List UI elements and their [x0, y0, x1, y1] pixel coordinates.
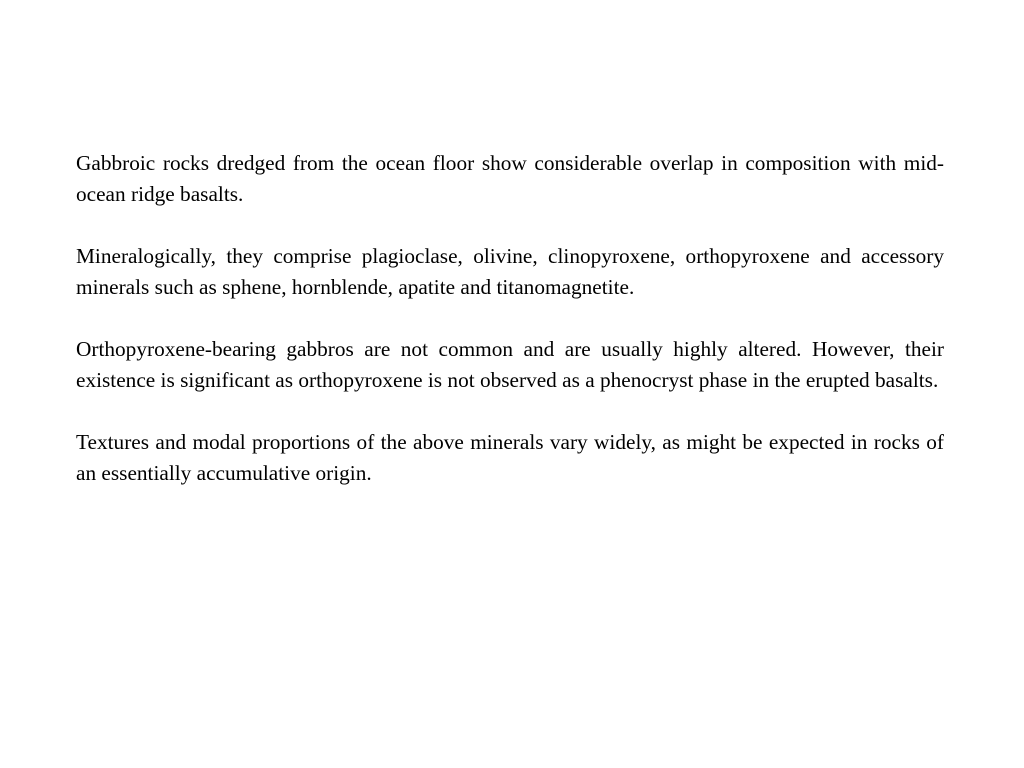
paragraph-orthopyroxene: Orthopyroxene-bearing gabbros are not common and are usually highly altered. However, their existence is significant as orthopyroxene is not observed as a phenocryst phase in the erupted basalts. — [76, 337, 944, 392]
paragraph-mineralogy: Mineralogically, they comprise plagioclase, olivine, clinopyroxene, orthopyroxene and accessory minerals such as sphene, hornblende, apatite and titanomagnetite. — [76, 244, 944, 299]
paragraph-gabbroic-rocks: Gabbroic rocks dredged from the ocean floor show considerable overlap in composition with mid-ocean ridge basalts. — [76, 151, 944, 206]
paragraph-textures: Textures and modal proportions of the above minerals vary widely, as might be expected in rocks of an essentially accumulative origin. — [76, 430, 944, 485]
body-text — [76, 148, 944, 520]
